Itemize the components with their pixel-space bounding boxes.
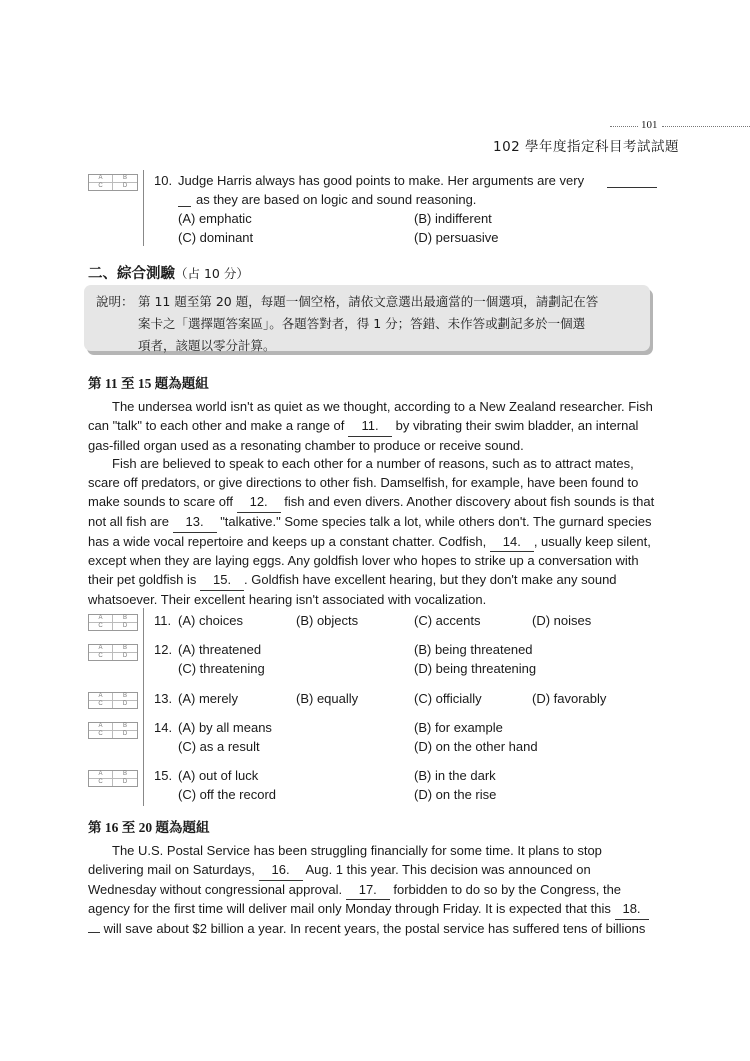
question-stem: Judge Harris always has good points to make. Her arguments are very: [178, 173, 585, 188]
question-number: 10.: [154, 173, 173, 188]
option-d: (D) favorably: [532, 691, 607, 706]
blank-14: 14.: [490, 533, 534, 553]
header-rule-right: [662, 126, 750, 127]
option-c: (C) accents: [414, 613, 481, 628]
page-number: 101: [641, 119, 658, 131]
option-d: (D) being threatening: [414, 661, 537, 676]
option-b: (B) for example: [414, 720, 503, 735]
option-d: (D) on the other hand: [414, 739, 538, 754]
option-c: (C) threatening: [178, 661, 265, 676]
answer-divider: [143, 608, 144, 806]
answer-divider: [143, 170, 144, 246]
answer-box-q10[interactable]: A B C D: [88, 174, 138, 191]
answer-box-q13[interactable]: A B C D: [88, 692, 138, 709]
option-a: (A) choices: [178, 613, 244, 628]
blank-18-continued: [88, 932, 100, 933]
option-d: (D) persuasive: [414, 230, 499, 245]
blank-12: 12.: [237, 493, 281, 513]
option-b: (B) objects: [296, 613, 359, 628]
option-b: (B) equally: [296, 691, 359, 706]
answer-blank: [607, 187, 657, 188]
option-d: (D) on the rise: [414, 787, 497, 802]
option-b: (B) being threatened: [414, 642, 533, 657]
instruction-label: 說明：: [96, 294, 134, 309]
blank-11: 11.: [348, 417, 392, 437]
question-number: 11.: [154, 613, 172, 628]
blank-16: 16.: [259, 861, 303, 881]
question-number: 13.: [154, 691, 173, 706]
section-heading: 二、綜合測驗（占 10 分）: [88, 266, 249, 282]
option-a: (A) threatened: [178, 642, 262, 657]
question-number: 14.: [154, 720, 173, 735]
option-c: (C) off the record: [178, 787, 277, 802]
option-a: (A) emphatic: [178, 211, 252, 226]
answer-box-q14[interactable]: A B C D: [88, 722, 138, 739]
option-d: (D) noises: [532, 613, 592, 628]
option-a: (A) merely: [178, 691, 238, 706]
option-b: (B) indifferent: [414, 211, 492, 226]
instruction-text: 第 11 題至第 20 題，每題一個空格，請依文意選出最適當的一個選項，請劃記在答 案卡之「選擇題答案區」。各題答對者，得 1 分；答錯、未作答或劃記多於一個選 項者，該題以零分計算。: [138, 294, 599, 353]
answer-box-q15[interactable]: A B C D: [88, 770, 138, 787]
answer-blank: [178, 206, 191, 207]
blank-18: 18.: [615, 900, 649, 920]
option-a: (A) out of luck: [178, 768, 259, 783]
exam-title: 102 學年度指定科目考試試題: [493, 139, 680, 155]
blank-17: 17.: [346, 881, 390, 901]
passage: The U.S. Postal Service has been struggling financially for some time. It plans to stop delivering mail on Saturdays, 16. Aug. 1 this year. This decision was announced on Wednesday without congressional approval. 17. forbidden to do so by the Congress, the agency for the first time will deliver mail only Monday through Friday. It is expected that this 18. will save about $2 billion a year. In recent years, the postal service has suffered tens of billions: [88, 842, 658, 939]
option-c: (C) as a result: [178, 739, 260, 754]
answer-box-q11[interactable]: A B C D: [88, 614, 138, 631]
header-rule-left: [610, 126, 638, 127]
question-number: 12.: [154, 642, 173, 657]
option-a: (A) by all means: [178, 720, 272, 735]
group-title: 第 16 至 20 題為題組: [88, 820, 210, 835]
blank-13: 13.: [173, 513, 217, 533]
answer-box-q12[interactable]: A B C D: [88, 644, 138, 661]
question-number: 15.: [154, 768, 173, 783]
passage: The undersea world isn't as quiet as we thought, according to a New Zealand researcher. Fish can "talk" to each other and make a range of 11. by vibrating their swim bladder, an internal gas-filled organ used as a resonating chamber to produce or receive sound. Fish are believed to speak to each other for a number of reasons, such as to attract mates, scare off predators, or give directions to other fish. Damselfish, for example, have been found to make sounds to scare off 12. fish and even divers. Another discovery about fish sounds is that not all fish are 13. "talkative." Some species talk a lot, while others don't. The gurnard species has a wide vocal repertoire and keeps up a constant chatter. Codfish, 14. , usually keep silent, except when they are laying eggs. Any goldfish lover who hopes to strike up a conversation with their pet goldfish is 15. . Goldfish have excellent hearing, but they don't make any sound whatsoever. Their excellent hearing isn't associated with vocalization.: [88, 399, 655, 607]
question-stem: as they are based on logic and sound reasoning.: [196, 192, 477, 207]
blank-15: 15.: [200, 571, 244, 591]
group-title: 第 11 至 15 題為題組: [88, 376, 209, 391]
option-c: (C) dominant: [178, 230, 254, 245]
option-b: (B) in the dark: [414, 768, 496, 783]
option-c: (C) officially: [414, 691, 482, 706]
